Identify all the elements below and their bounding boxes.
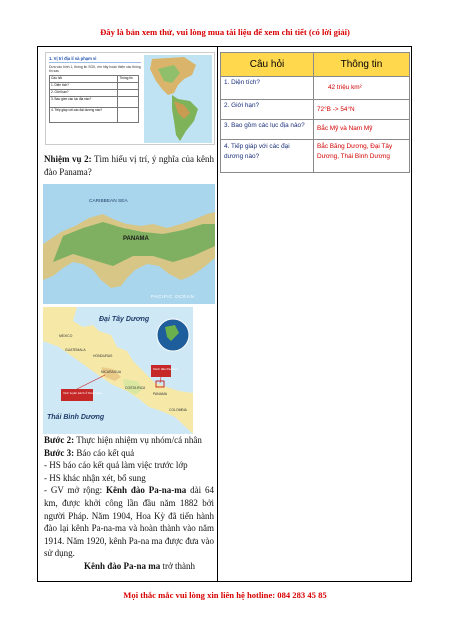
americas-map-thumbnail bbox=[144, 55, 212, 143]
step3-bullet: - HS báo cáo kết quả làm việc trước lớp bbox=[44, 460, 188, 471]
answer-cell: Bắc Băng Dương, Đại Tây Dương, Thái Bình Dương bbox=[314, 140, 410, 173]
country-label: COLOMBIA bbox=[169, 408, 187, 412]
continuation-line bbox=[44, 560, 214, 573]
thumbnail-table bbox=[49, 75, 139, 123]
panama-map bbox=[43, 184, 215, 304]
thumbnail-instruction: Dựa vào hình 1, thông tin SGK, em hãy hoàn thiện các thông tin sau bbox=[49, 65, 141, 73]
continuation-text: trở thành bbox=[160, 560, 196, 571]
country-label: NICARAGUA bbox=[101, 370, 122, 374]
thumbnail-row: 3. Bao gồm các lục địa nào? bbox=[50, 97, 118, 108]
country-label: COSTA RICA bbox=[125, 386, 146, 390]
pacific-ocean-label: PACIFIC OCEAN bbox=[151, 295, 195, 300]
col-question-header: Câu hỏi bbox=[221, 53, 314, 77]
thumbnail-row: 2. Giới hạn? bbox=[50, 90, 118, 97]
teacher-extension-prefix: - GV mở rộng: bbox=[44, 485, 107, 496]
step3-line bbox=[44, 447, 214, 460]
answer-cell: 72°B -> 54°N bbox=[314, 100, 410, 120]
preview-notice: Đây là bản xem thử, vui lòng mua tài liệu để xem chi tiết (có lời giải) bbox=[100, 27, 350, 37]
step2-text: Thực hiện nhiệm vụ nhóm/cá nhân bbox=[74, 435, 202, 445]
step3-label: Bước 3: bbox=[44, 447, 75, 458]
country-label: PANAMA bbox=[153, 392, 168, 396]
panama-label: PANAMA bbox=[123, 236, 149, 242]
question-cell: 3. Bao gồm các lục địa nào? bbox=[221, 120, 314, 140]
step3-bullet: - HS khác nhận xét, bổ sung bbox=[44, 472, 146, 483]
thumbnail-row: 1. Diện tích? bbox=[50, 83, 118, 90]
caribbean-sea-label: CARIBBEAN SEA bbox=[89, 199, 128, 204]
country-label: MEXICO bbox=[59, 334, 73, 338]
steps-block bbox=[44, 434, 214, 573]
task2-label: Nhiệm vụ 2: bbox=[44, 154, 92, 164]
thumbnail-row: 4. Tiếp giáp với các đại dương nào? bbox=[50, 108, 118, 123]
canal-name: Kênh đào Pa-na ma bbox=[84, 560, 161, 571]
table-row bbox=[221, 77, 410, 100]
table-row bbox=[221, 100, 410, 120]
task2-text: Tìm hiểu vị trí, ý nghĩa của kênh đào Panama? bbox=[44, 154, 215, 177]
col-info-header: Thông tin bbox=[314, 53, 410, 77]
question-cell: 2. Giới hạn? bbox=[221, 100, 314, 120]
table-row bbox=[221, 140, 410, 173]
question-cell: 4. Tiếp giáp với các đại dương nào? bbox=[221, 140, 314, 173]
hotline-notice: Mọi thắc mắc vui lòng xin liên hệ hotline: 084 283 45 85 bbox=[123, 590, 327, 600]
thumbnail-col-info: Thông tin bbox=[118, 76, 139, 83]
atlantic-label: Đại Tây Dương bbox=[99, 316, 150, 323]
country-label: HONDURAS bbox=[93, 354, 113, 358]
worksheet-thumbnail bbox=[45, 52, 215, 145]
teacher-extension-text: dài 64 km, được khởi công lần đầu năm 1882 bởi người Pháp. Năm 1904, Hoa Kỳ đã tiến hành đào lại kênh Pa-na-ma và hoàn thành vào năm 1914. Năm 1920, kênh Pa-na ma được đưa vào sử dụng. bbox=[44, 485, 214, 559]
answer-table bbox=[220, 52, 410, 173]
answer-cell: Bắc Mỹ và Nam Mỹ bbox=[314, 120, 410, 140]
step3-text: Báo cáo kết quả bbox=[74, 447, 135, 458]
country-label: GUATEMALA bbox=[65, 348, 86, 352]
pacific-label: Thái Bình Dương bbox=[47, 414, 105, 421]
panama-canal-label: Kênh đào Panama bbox=[153, 367, 178, 371]
step2-line bbox=[44, 434, 214, 447]
thumbnail-title: 1. Vị trí địa lí và phạm vi bbox=[49, 56, 141, 63]
central-america-map bbox=[43, 307, 193, 434]
task2-paragraph bbox=[44, 153, 214, 178]
step2-label: Bước 2: bbox=[44, 435, 75, 445]
table-row bbox=[221, 120, 410, 140]
column-divider bbox=[217, 46, 218, 582]
canal-name: Kênh đào Pa-na-ma bbox=[106, 485, 187, 496]
answer-cell: 42 triệu km² bbox=[314, 77, 410, 100]
thumbnail-col-question: Câu hỏi bbox=[50, 76, 118, 83]
nicaragua-canal-label: Vịnh tuyến kênh ở Nicaragua bbox=[63, 391, 102, 395]
question-cell: 1. Diện tích? bbox=[221, 77, 314, 100]
teacher-extension bbox=[44, 484, 214, 560]
